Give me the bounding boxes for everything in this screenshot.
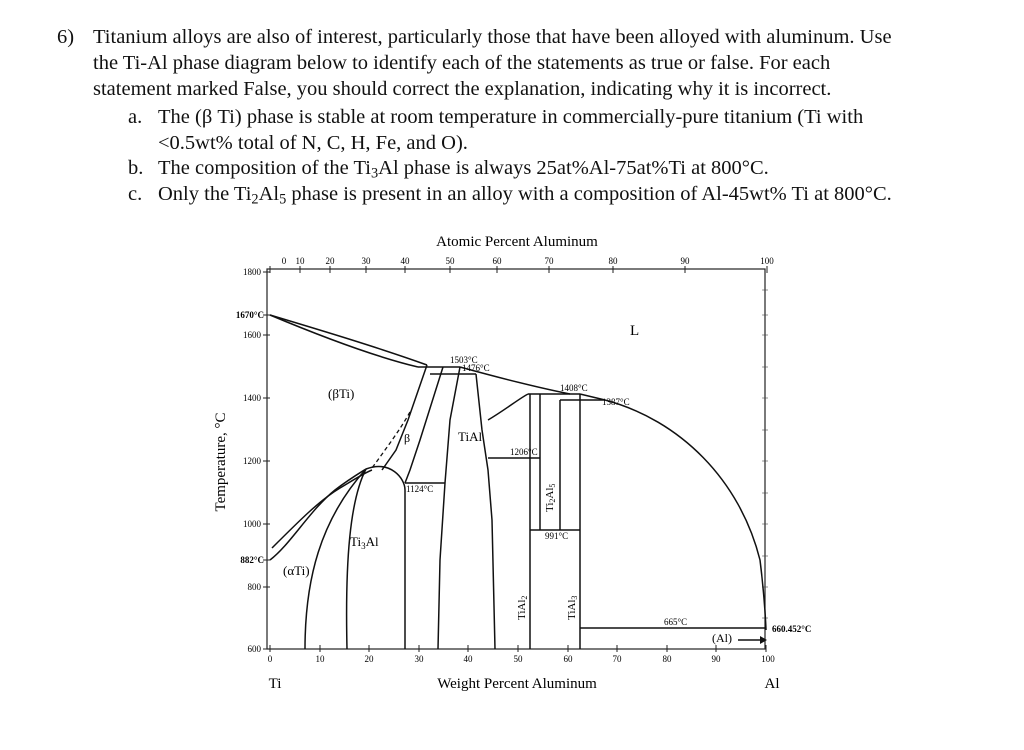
top-axis-title: Atomic Percent Aluminum <box>436 234 598 250</box>
svg-text:50: 50 <box>445 256 455 266</box>
ti3al-boundary-right <box>366 467 405 649</box>
item-a-line-1: The (β Ti) phase is stable at room temperature in commercially-pure titanium (Ti with <box>158 106 864 128</box>
beta-tial-boundary-2 <box>405 367 443 483</box>
svg-text:100: 100 <box>761 654 775 664</box>
svg-text:800: 800 <box>247 582 261 592</box>
item-c-label: c. <box>128 183 143 205</box>
svg-text:665°C: 665°C <box>664 617 688 627</box>
al-arrow <box>738 636 767 644</box>
ti-end-label: Ti <box>268 676 282 692</box>
ti3al-label: $Ti_3Al$ <box>350 534 379 551</box>
svg-text:0: 0 <box>267 654 273 664</box>
liquidus-beta <box>270 315 427 365</box>
svg-text:80: 80 <box>608 256 618 266</box>
intro-line-1: Titanium alloys are also of interest, particularly those that have been alloyed with aluminum. Use <box>93 26 892 48</box>
svg-text:1503°C: 1503°C <box>450 355 478 365</box>
svg-text:50: 50 <box>513 654 523 664</box>
svg-text:882°C: 882°C <box>240 555 264 565</box>
svg-text:1408°C: 1408°C <box>560 383 588 393</box>
tial-left-boundary <box>438 367 460 649</box>
svg-text:600: 600 <box>247 644 261 654</box>
svg-text:20: 20 <box>364 654 374 664</box>
ti3al-boundary-left <box>347 469 366 649</box>
top-tick-labels <box>282 256 775 266</box>
tial2-label: TiAl2 <box>516 595 529 620</box>
svg-text:100: 100 <box>760 256 774 266</box>
item-c-text: Only the $Ti_2Al_5$ phase is present in an alloy with a composition of Al-45wt% Ti at 800°C. <box>158 183 892 208</box>
alpha-ti-label: (αTi) <box>283 563 310 578</box>
svg-text:1670°C: 1670°C <box>235 310 264 320</box>
liquidus-al-rich <box>605 400 766 630</box>
svg-text:1124°C: 1124°C <box>406 484 434 494</box>
item-a-label: a. <box>128 106 143 128</box>
svg-text:80: 80 <box>662 654 672 664</box>
svg-text:1400: 1400 <box>243 393 261 403</box>
svg-text:40: 40 <box>463 654 473 664</box>
bottom-axis-title: Weight Percent Aluminum <box>437 676 597 692</box>
intro-line-2: the Ti-Al phase diagram below to identify each of the statements as true or false. For each <box>93 52 831 74</box>
svg-text:660.452°C: 660.452°C <box>772 624 812 634</box>
tial3-label: TiAl3 <box>566 595 579 620</box>
svg-text:90: 90 <box>711 654 721 664</box>
bottom-tick-labels <box>268 654 776 664</box>
al-phase-label: (Al) <box>712 631 732 645</box>
item-b-text: The composition of the $Ti_3Al$ phase is always 25at%Al-75at%Ti at 800°C. <box>158 157 769 182</box>
question-number: 6) <box>57 26 75 48</box>
y-tick-labels <box>236 267 264 654</box>
tial-label: TiAl <box>458 429 483 444</box>
beta-small-label: β <box>404 431 411 445</box>
svg-text:1000: 1000 <box>243 519 261 529</box>
solidus-beta <box>270 315 418 367</box>
plot-frame <box>267 269 765 649</box>
svg-text:10: 10 <box>295 256 305 266</box>
svg-text:0: 0 <box>281 256 287 266</box>
svg-text:60: 60 <box>492 256 502 266</box>
svg-text:1387°C: 1387°C <box>602 397 630 407</box>
item-b-label: b. <box>128 157 144 179</box>
svg-text:1800: 1800 <box>243 267 261 277</box>
svg-text:40: 40 <box>400 256 410 266</box>
al-end-label: Al <box>764 676 780 692</box>
ti2al5-label: Ti2Al5 <box>544 483 557 512</box>
svg-text:10: 10 <box>315 654 325 664</box>
svg-text:991°C: 991°C <box>545 531 569 541</box>
beta-ti-label: (βTi) <box>328 386 355 401</box>
svg-text:30: 30 <box>414 654 424 664</box>
svg-text:1206°C: 1206°C <box>510 447 538 457</box>
item-a-line-2: <0.5wt% total of N, C, H, Fe, and O). <box>158 132 468 154</box>
svg-text:70: 70 <box>612 654 622 664</box>
svg-text:1200: 1200 <box>243 456 261 466</box>
intro-line-3: statement marked False, you should correct the explanation, indicating why it is incorrect. <box>93 78 832 100</box>
svg-text:1476°C: 1476°C <box>462 363 490 373</box>
tial-right-boundary <box>476 374 495 649</box>
phase-boundaries <box>270 315 766 649</box>
liquid-label: L <box>630 323 640 339</box>
svg-text:20: 20 <box>325 256 335 266</box>
temperature-annotations <box>406 355 811 634</box>
svg-text:30: 30 <box>361 256 371 266</box>
y-axis-title: Temperature, °C <box>213 412 229 512</box>
svg-text:90: 90 <box>680 256 690 266</box>
svg-text:1600: 1600 <box>243 330 261 340</box>
beta-tial-boundary-1 <box>382 365 427 470</box>
svg-text:70: 70 <box>544 256 554 266</box>
svg-text:60: 60 <box>563 654 573 664</box>
